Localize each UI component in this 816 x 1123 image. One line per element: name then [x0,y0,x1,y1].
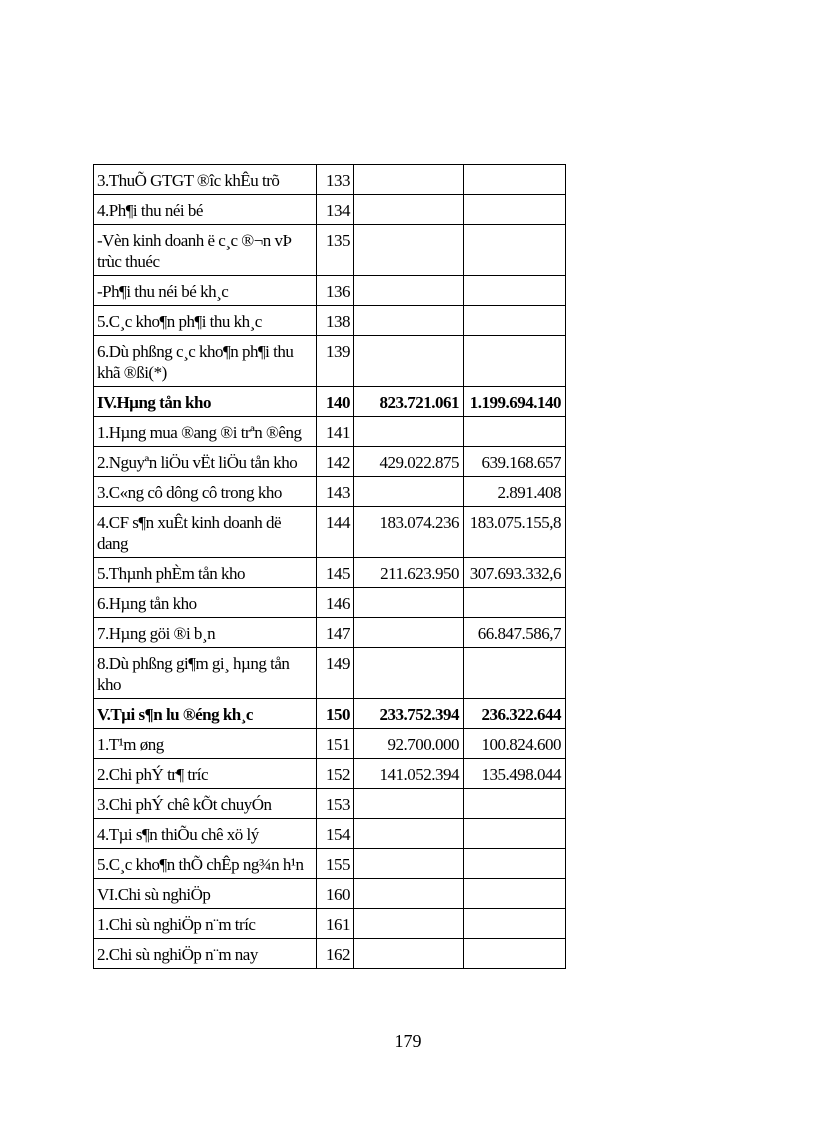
row-code: 154 [317,819,354,849]
row-current-value [354,588,464,618]
table-row [94,336,566,387]
row-code: 139 [317,336,354,387]
row-previous-value [464,417,566,447]
row-code: 135 [317,225,354,276]
row-code: 143 [317,477,354,507]
row-previous-value: 236.322.644 [464,699,566,729]
row-label: 1.Hµng mua ®ang ®i trªn ®êng [94,417,317,447]
row-label: 5.C¸c kho¶n ph¶i thu kh¸c [94,306,317,336]
row-label: 3.ThuÕ GTGT ®îc khÊu trõ [94,165,317,195]
row-code: 161 [317,909,354,939]
row-current-value: 141.052.394 [354,759,464,789]
row-current-value: 429.022.875 [354,447,464,477]
table-row [94,759,566,789]
row-previous-value [464,195,566,225]
row-previous-value [464,336,566,387]
row-label: 6.Dù phßng c¸c kho¶n ph¶i thu khã ®ßi(*) [94,336,317,387]
row-label: 4.Ph¶i thu néi bé [94,195,317,225]
table-row [94,195,566,225]
row-current-value: 211.623.950 [354,558,464,588]
table-row [94,939,566,969]
row-current-value [354,879,464,909]
table-row [94,618,566,648]
table-row [94,387,566,417]
row-current-value [354,849,464,879]
table-row [94,558,566,588]
row-code: 140 [317,387,354,417]
row-code: 146 [317,588,354,618]
table-row [94,849,566,879]
row-current-value [354,819,464,849]
row-label: 1.T¹m øng [94,729,317,759]
row-code: 142 [317,447,354,477]
row-current-value [354,306,464,336]
row-current-value [354,417,464,447]
table-row [94,417,566,447]
row-current-value: 183.074.236 [354,507,464,558]
row-current-value: 233.752.394 [354,699,464,729]
row-previous-value: 135.498.044 [464,759,566,789]
row-previous-value: 66.847.586,7 [464,618,566,648]
table-row [94,699,566,729]
table-row [94,306,566,336]
row-label: 2.Chi sù nghiÖp n¨m nay [94,939,317,969]
row-label: 2.Nguyªn liÖu vËt liÖu tån kho [94,447,317,477]
row-code: 151 [317,729,354,759]
row-label: 4.Tµi s¶n thiÕu chê xö lý [94,819,317,849]
row-label: 7.Hµng göi ®i b¸n [94,618,317,648]
row-previous-value: 2.891.408 [464,477,566,507]
row-code: 133 [317,165,354,195]
row-previous-value [464,789,566,819]
table-row [94,909,566,939]
row-previous-value: 183.075.155,8 [464,507,566,558]
row-previous-value [464,588,566,618]
row-previous-value [464,879,566,909]
row-current-value [354,225,464,276]
row-code: 153 [317,789,354,819]
row-label: 5.Thµnh phÈm tån kho [94,558,317,588]
row-code: 136 [317,276,354,306]
table-row [94,276,566,306]
row-code: 147 [317,618,354,648]
row-label: -Vèn kinh doanh ë c¸c ®¬n vÞ trùc thuéc [94,225,317,276]
row-current-value [354,789,464,819]
row-previous-value: 100.824.600 [464,729,566,759]
row-current-value: 92.700.000 [354,729,464,759]
row-label: V.Tµi s¶n lu ®éng kh¸c [94,699,317,729]
row-label: 6.Hµng tån kho [94,588,317,618]
table-row [94,588,566,618]
row-previous-value [464,306,566,336]
table-row [94,789,566,819]
row-previous-value [464,225,566,276]
row-previous-value: 639.168.657 [464,447,566,477]
row-current-value [354,939,464,969]
table-row [94,819,566,849]
row-previous-value [464,819,566,849]
row-code: 152 [317,759,354,789]
row-code: 138 [317,306,354,336]
row-previous-value [464,648,566,699]
table-body [94,165,566,969]
row-code: 134 [317,195,354,225]
row-code: 160 [317,879,354,909]
row-current-value [354,336,464,387]
table-row [94,225,566,276]
row-current-value [354,165,464,195]
row-label: 3.C«ng cô dông cô trong kho [94,477,317,507]
table-row [94,729,566,759]
row-previous-value [464,165,566,195]
row-code: 150 [317,699,354,729]
page-number: 179 [394,1031,422,1051]
row-label: 4.CF s¶n xuÊt kinh doanh dë dang [94,507,317,558]
row-current-value: 823.721.061 [354,387,464,417]
row-previous-value: 307.693.332,6 [464,558,566,588]
table-row [94,648,566,699]
row-code: 141 [317,417,354,447]
row-code: 149 [317,648,354,699]
row-label: VI.Chi sù nghiÖp [94,879,317,909]
table-row [94,507,566,558]
row-code: 162 [317,939,354,969]
row-current-value [354,477,464,507]
row-code: 145 [317,558,354,588]
row-previous-value: 1.199.694.140 [464,387,566,417]
row-label: -Ph¶i thu néi bé kh¸c [94,276,317,306]
row-label: 2.Chi phÝ tr¶ tríc [94,759,317,789]
row-previous-value [464,849,566,879]
row-previous-value [464,909,566,939]
row-label: 1.Chi sù nghiÖp n¨m tríc [94,909,317,939]
row-label: IV.Hµng tån kho [94,387,317,417]
table-row [94,447,566,477]
row-current-value [354,618,464,648]
balance-sheet-table [93,164,566,969]
row-current-value [354,909,464,939]
row-current-value [354,276,464,306]
row-label: 3.Chi phÝ chê kÕt chuyÓn [94,789,317,819]
row-code: 155 [317,849,354,879]
table-row [94,477,566,507]
row-current-value [354,648,464,699]
row-current-value [354,195,464,225]
row-previous-value [464,939,566,969]
row-label: 8.Dù phßng gi¶m gi¸ hµng tån kho [94,648,317,699]
table-row [94,165,566,195]
row-previous-value [464,276,566,306]
row-label: 5.C¸c kho¶n thÕ chÊp ng¾n h¹n [94,849,317,879]
row-code: 144 [317,507,354,558]
table-row [94,879,566,909]
